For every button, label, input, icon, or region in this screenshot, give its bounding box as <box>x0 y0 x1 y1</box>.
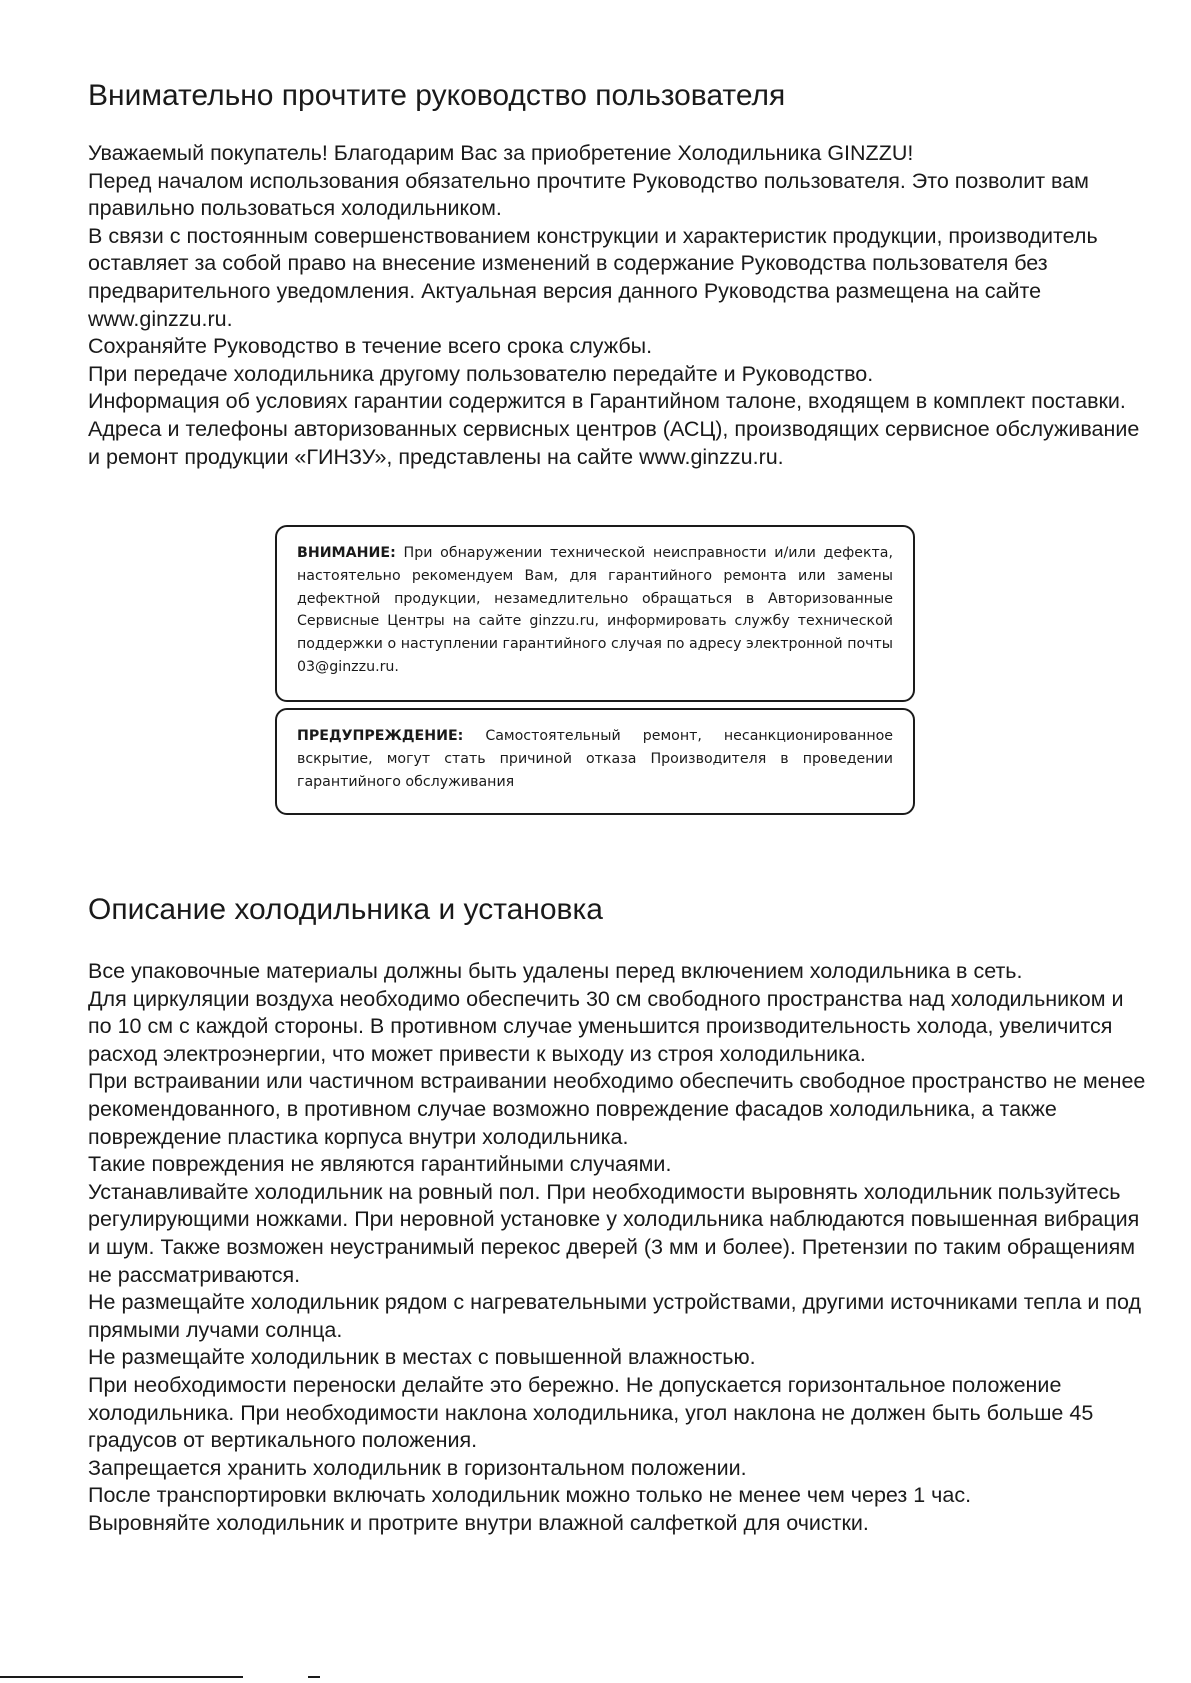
paragraph: Информация об условиях гарантии содержится в Гарантийном талоне, входящем в комплект поставки. Адреса и телефоны авторизованных сервисных центров (АСЦ), производящих сервисное обслуживание и ремонт продукции «ГИНЗУ», представлены на сайте www.ginzzu.ru. <box>88 389 1140 469</box>
paragraph: В связи с постоянным совершенствованием конструкции и характеристик продукции, производитель оставляет за собой право на внесение изменений в содержание Руководства пользователя без предварительного уведомления. Актуальная версия данного Руководства размещена на сайте www.ginzzu.ru. <box>88 223 1098 331</box>
section-heading-read-manual: Внимательно прочтите руководство пользователя <box>88 79 786 112</box>
paragraph: Не размещайте холодильник рядом с нагревательными устройствами, другими источниками тепла и под прямыми лучами солнца. <box>88 1290 1142 1342</box>
paragraph: Устанавливайте холодильник на ровный пол. При необходимости выровнять холодильник пользуйтесь регулирующими ножками. При неровной установке у холодильника наблюдаются повышенная вибрация и шум. Также возможен неустранимый перекос дверей (3 мм и более). Претензии по таким обращениям не рассматриваются. <box>88 1179 1140 1287</box>
attention-label: ВНИМАНИЕ: <box>297 545 396 561</box>
paragraph: При встраивании или частичном встраивании необходимо обеспечить свободное пространство не менее рекомендованного, в противном случае возможно повреждение фасадов холодильника, а также повреждение пластика корпуса внутри холодильника. <box>88 1069 1146 1149</box>
warning-text: Самостоятельный ремонт, несанкционированное вскрытие, могут стать причиной отказа Производителя в проведении гарантийного обслуживания <box>297 728 893 790</box>
paragraph: Не размещайте холодильник в местах с повышенной влажностью. <box>88 1345 756 1370</box>
attention-text: При обнаружении технической неисправности и/или дефекта, настоятельно рекомендуем Вам, для гарантийного ремонта или замены дефектной продукции, незамедлительно обращаться в Авторизованные Сервисные Центры на сайте ginzzu.ru, информировать службу технической поддержки о наступлении гарантийного случая по адресу электронной почты 03@ginzzu.ru. <box>297 545 893 675</box>
paragraph: Запрещается хранить холодильник в горизонтальном положении. <box>88 1455 747 1480</box>
paragraph: При необходимости переноски делайте это бережно. Не допускается горизонтальное положение холодильника. При необходимости наклона холодильника, угол наклона не должен быть больше 45 градусов от вертикального положения. <box>88 1372 1094 1453</box>
installation-text-block <box>88 958 1148 1537</box>
footer-rule-divider <box>0 1676 243 1678</box>
paragraph: Перед началом использования обязательно прочтите Руководство пользователя. Это позволит вам правильно пользоваться холодильником. <box>88 168 1089 221</box>
footer-mark-divider <box>308 1676 320 1678</box>
intro-text-block <box>88 140 1148 471</box>
paragraph: Выровняйте холодильник и протрите внутри влажной салфеткой для очистки. <box>88 1510 869 1535</box>
paragraph: Сохраняйте Руководство в течение всего срока службы. <box>88 334 653 359</box>
paragraph: При передаче холодильника другому пользователю передайте и Руководство. <box>88 361 874 386</box>
warning-label: ПРЕДУПРЕЖДЕНИЕ: <box>297 728 464 744</box>
section-heading-description-installation: Описание холодильника и установка <box>88 893 603 926</box>
warning-notice-box <box>275 708 915 815</box>
paragraph: Уважаемый покупатель! Благодарим Вас за приобретение Холодильника GINZZU! <box>88 141 914 165</box>
attention-notice-box <box>275 525 915 702</box>
paragraph: Для циркуляции воздуха необходимо обеспечить 30 см свободного пространства над холодильником и по 10 см с каждой стороны. В противном случае уменьшится производительность холода, увеличится расход электроэнергии, что может привести к выходу из строя холодильника. <box>88 986 1124 1066</box>
paragraph: Такие повреждения не являются гарантийными случаями. <box>88 1152 672 1177</box>
paragraph: После транспортировки включать холодильник можно только не менее чем через 1 час. <box>88 1483 972 1508</box>
paragraph: Все упаковочные материалы должны быть удалены перед включением холодильника в сеть. <box>88 959 1023 983</box>
